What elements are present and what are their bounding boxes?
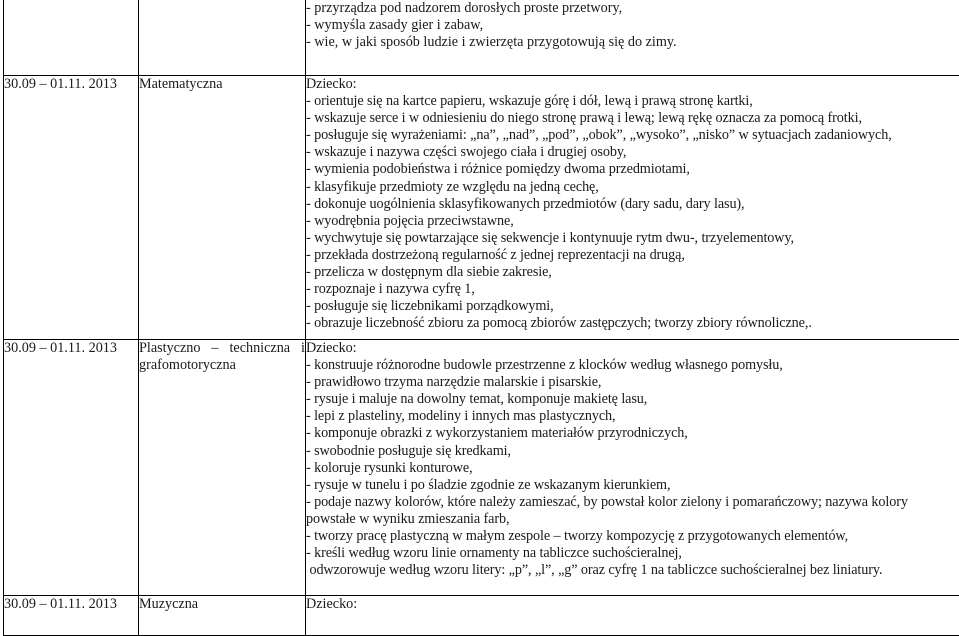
content-line: - prawidłowo trzyma narzędzie malarskie i pisarskie, bbox=[306, 374, 959, 391]
area-cell bbox=[139, 340, 306, 596]
date-cell bbox=[4, 340, 139, 596]
content-line: Dziecko: bbox=[306, 596, 959, 613]
content-line: - rysuje i maluje na dowolny temat, komponuje makietę lasu, bbox=[306, 391, 959, 408]
date-cell bbox=[4, 0, 139, 76]
date-cell bbox=[4, 76, 139, 340]
content-line: - przelicza w dostępnym dla siebie zakresie, bbox=[306, 264, 959, 281]
content-line: - wskazuje i nazywa części swojego ciała i drugiej osoby, bbox=[306, 144, 959, 161]
content-line: - orientuje się na kartce papieru, wskazuje górę i dół, lewą i prawą stronę kartki, bbox=[306, 93, 959, 110]
area-text: Plastyczno – techniczna i grafomotoryczna bbox=[139, 340, 305, 373]
content-line: - swobodnie posługuje się kredkami, bbox=[306, 443, 959, 460]
content-line: - posługuje się wyrażeniami: „na”, „nad”, „pod”, „obok”, „wysoko”, „nisko” w sytuacjach zadaniowych, bbox=[306, 127, 959, 144]
area-text: Muzyczna bbox=[139, 596, 198, 612]
area-text: Matematyczna bbox=[139, 76, 223, 92]
content-line: - rysuje w tunelu i po śladzie zgodnie ze wskazanym kierunkiem, bbox=[306, 477, 959, 494]
content-cell bbox=[306, 596, 959, 636]
content-line: - wymyśla zasady gier i zabaw, bbox=[306, 17, 959, 34]
content-cell bbox=[306, 340, 959, 596]
content-line: - koloruje rysunki konturowe, bbox=[306, 460, 959, 477]
date-text: 30.09 – 01.11. 2013 bbox=[4, 596, 117, 612]
content-line: - wymienia podobieństwa i różnice pomiędzy dwoma przedmiotami, bbox=[306, 161, 959, 178]
content-line: - wskazuje serce i w odniesieniu do niego stronę prawą i lewą; lewą rękę oznacza za pomocą frotki, bbox=[306, 110, 959, 127]
content-line: - wyodrębnia pojęcia przeciwstawne, bbox=[306, 213, 959, 230]
content-line: - posługuje się liczebnikami porządkowymi, bbox=[306, 298, 959, 315]
content-line: - lepi z plasteliny, modeliny i innych mas plastycznych, bbox=[306, 408, 959, 425]
content-line: - rozpoznaje i nazywa cyfrę 1, bbox=[306, 281, 959, 298]
content-line: - kreśli według wzoru linie ornamenty na tabliczce suchościeralnej, bbox=[306, 545, 959, 562]
content-line: - obrazuje liczebność zbioru za pomocą zbiorów zastępczych; tworzy zbiory równoliczne,. bbox=[306, 315, 959, 332]
area-cell bbox=[139, 596, 306, 636]
table-row bbox=[4, 596, 959, 636]
content-cell bbox=[306, 76, 959, 340]
content-cell bbox=[306, 0, 959, 76]
content-line: - wie, w jaki sposób ludzie i zwierzęta przygotowują się do zimy. bbox=[306, 34, 959, 51]
content-line: - dokonuje uogólnienia sklasyfikowanych przedmiotów (dary sadu, dary lasu), bbox=[306, 196, 959, 213]
area-cell bbox=[139, 76, 306, 340]
table-row bbox=[4, 340, 959, 596]
content-line: - przekłada dostrzeżoną regularność z jednej reprezentacji na drugą, bbox=[306, 247, 959, 264]
content-line: - przyrządza pod nadzorem dorosłych proste przetwory, bbox=[306, 0, 959, 17]
date-cell bbox=[4, 596, 139, 636]
content-line: - wychwytuje się powtarzające się sekwencje i kontynuuje rytm dwu-, trzyelementowy, bbox=[306, 230, 959, 247]
curriculum-table bbox=[3, 0, 959, 636]
content-line: - konstruuje różnorodne budowle przestrzenne z klocków według własnego pomysłu, bbox=[306, 357, 959, 374]
content-line: - podaje nazwy kolorów, które należy zamieszać, by powstał kolor zielony i pomarańczowy; nazywa kolory powstałe w wyniku zmieszania farb, bbox=[306, 494, 959, 528]
content-line: odwzorowuje według wzoru litery: „p”, „l”, „g” oraz cyfrę 1 na tabliczce suchościeralnej bez liniatury. bbox=[306, 562, 959, 579]
content-line: - tworzy pracę plastyczną w małym zespole – tworzy kompozycję z przygotowanych elementów, bbox=[306, 528, 959, 545]
content-line: Dziecko: bbox=[306, 76, 959, 93]
date-text: 30.09 – 01.11. 2013 bbox=[4, 340, 117, 356]
area-cell bbox=[139, 0, 306, 76]
table-row bbox=[4, 0, 959, 76]
date-text: 30.09 – 01.11. 2013 bbox=[4, 76, 117, 92]
content-line: - klasyfikuje przedmioty ze względu na jedną cechę, bbox=[306, 179, 959, 196]
content-line: Dziecko: bbox=[306, 340, 959, 357]
table-row bbox=[4, 76, 959, 340]
content-line: - komponuje obrazki z wykorzystaniem materiałów przyrodniczych, bbox=[306, 425, 959, 442]
